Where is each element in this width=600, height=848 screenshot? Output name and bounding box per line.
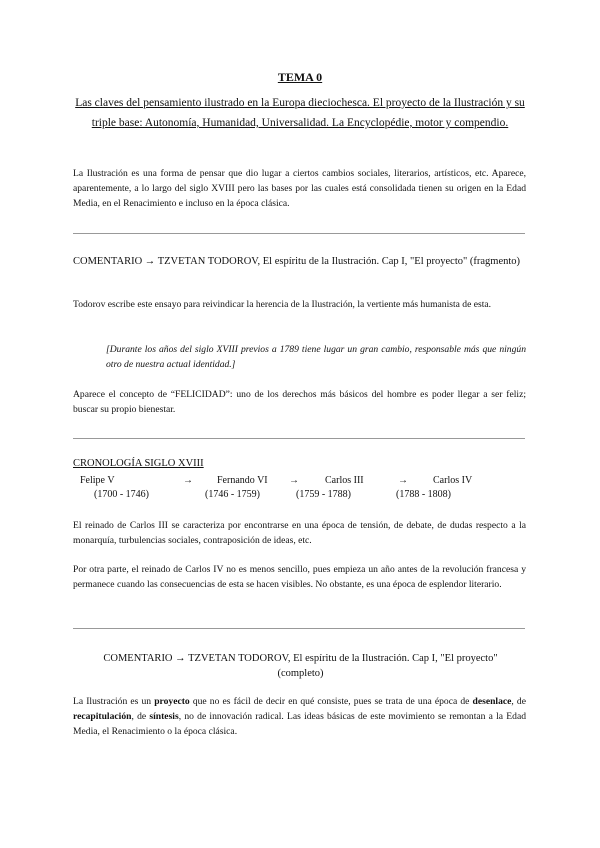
carlos-iv-text: Por otra parte, el reinado de Carlos IV no es menos sencillo, pues empieza un año antes de la revolución francesa y permanece cuando las consecuencias de esta se hacen visibles. No obstante, es una época de esplendor literario.: [73, 564, 526, 590]
text-run: , de: [511, 696, 526, 707]
comment-heading-line: (completo): [277, 668, 324, 679]
arrow-icon: →: [398, 475, 408, 486]
reign-years: (1788 - 1808): [396, 489, 451, 500]
intro-paragraph: [73, 166, 526, 211]
reign-years: (1700 - 1746): [94, 489, 149, 500]
king-name: Carlos IV: [433, 475, 473, 486]
section-divider: [73, 438, 525, 439]
chronology-title: CRONOLOGÍA SIGLO XVIII: [73, 458, 204, 469]
reign-years: (1759 - 1788): [296, 489, 351, 500]
keyword-sintesis: síntesis: [149, 711, 179, 722]
text-run: , no de innovación radical. Las ideas básicas de este movimiento se remontan a la Edad Media, el Renacimiento o la época clásica.: [73, 711, 526, 737]
king-name: Felipe V: [80, 475, 115, 486]
reign-years: (1746 - 1759): [205, 489, 260, 500]
carlos-iv-paragraph: [73, 562, 526, 592]
ilustracion-text: [73, 694, 526, 739]
comment-heading-complete: [73, 651, 528, 681]
felicidad-paragraph: [73, 387, 526, 417]
carlos-iii-text: El reinado de Carlos III se caracteriza por encontrarse en una época de tensión, de debate, de dudas respecto a la monarquía, turbulencias sociales, contraposición de ideas, etc.: [73, 520, 526, 546]
comment-heading-line: COMENTARIO → TZVETAN TODOROV, El espíritu de la Ilustración. Cap I, "El proyecto": [103, 653, 498, 664]
text-run: que no es fácil de decir en qué consiste, pues se trata de una época de: [189, 696, 473, 707]
keyword-desenlace: desenlace: [472, 696, 512, 707]
todorov-intro-text: Todorov escribe este ensayo para reivindicar la herencia de la Ilustración, la vertiente más humanista de esta.: [73, 299, 492, 310]
keyword-proyecto: proyecto: [154, 696, 190, 707]
felicidad-text: Aparece el concepto de “FELICIDAD”: uno de los derechos más básicos del hombre es poder llegar a ser feliz; buscar su propio bienestar.: [73, 389, 526, 415]
intro-text: La Ilustración es una forma de pensar que dio lugar a ciertos cambios sociales, literarios, artísticos, etc. Aparece, aparentemente, a lo largo del siglo XVIII pero las bases por las cuales está consolidada tienen su origen en la Edad Media, en el Renacimiento e incluso en la época clásica.: [73, 168, 526, 209]
text-run: La Ilustración es un: [73, 696, 155, 707]
text-run: , de: [131, 711, 150, 722]
comment-heading-fragment: COMENTARIO → TZVETAN TODOROV, El espíritu de la Ilustración. Cap I, "El proyecto" (fragmento): [73, 256, 521, 267]
section-divider: [73, 233, 525, 234]
keyword-recapitulacion: recapitulación: [73, 711, 132, 722]
document-title: TEMA 0: [277, 70, 323, 84]
king-name: Carlos III: [325, 475, 364, 486]
ilustracion-paragraph: [73, 694, 526, 739]
document-subtitle: Las claves del pensamiento ilustrado en la Europa dieciochesca. El proyecto de la Ilustración y su triple base: Autonomía, Humanidad, Universalidad. La Encyclopédie, motor y compendio.: [75, 97, 525, 129]
king-name: Fernando VI: [217, 475, 268, 486]
quote-block: [Durante los años del siglo XVIII previos a 1789 tiene lugar un gran cambio, responsable más que ningún otro de nuestra actual identidad.]: [106, 344, 526, 370]
section-divider: [73, 628, 525, 629]
arrow-icon: →: [183, 475, 193, 486]
arrow-icon: →: [289, 475, 299, 486]
carlos-iii-paragraph: [73, 518, 526, 548]
comment-paragraph: [73, 297, 526, 312]
